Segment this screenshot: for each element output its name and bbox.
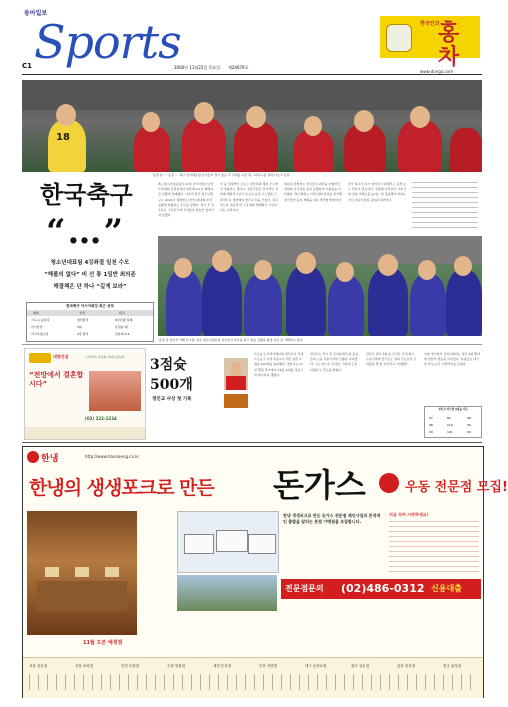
main-subhead-1: 청소년대표팀 4강좌절 일천 수모: [50, 260, 130, 266]
factory-photo: [177, 575, 277, 611]
team-logo-icon: [224, 394, 248, 408]
stats-cell: 97: [429, 416, 433, 420]
table-cell: 시드니 올림픽: [31, 318, 50, 322]
phone-tagline: 신용대출: [431, 584, 462, 593]
second-photo: [158, 236, 482, 336]
table-cell: 준결승 패: [115, 325, 128, 329]
lower-body-col1: 프로농구 코리아텐더의 정인교가 국내 프로농구 사상 처음으로 개인 통산 3점슛 500개를 돌파했다. 정인교는 21일 열린 경기에서 3점슛 4개를 성공시켜 대기록을 세웠다.: [254, 352, 304, 377]
table-header: 비고: [119, 311, 125, 315]
big-ad-brand: 돈가스: [273, 466, 366, 504]
location-item: 수원 영통점: [167, 664, 186, 668]
table-cell: 아시안컵: [31, 325, 43, 329]
footer-strip: [23, 657, 483, 698]
location-item: 광주 상무점: [351, 664, 370, 668]
stats-cell: 82: [447, 416, 451, 420]
big-ad-logo-icon: [27, 451, 39, 463]
table-cell: 아시아청소년: [31, 332, 49, 336]
big-ad-url: http://www.hannaeng.co.kr: [85, 454, 140, 459]
stats-caption: 정인교 연도별 3점슛 기록: [438, 408, 468, 411]
benefits-box: [389, 521, 479, 575]
phone-bar: [281, 579, 481, 599]
main-body-col2: 이 중 결정적인 요소는 정신력과 체력 모두에서 밀렸다는 점이다. 전문가들은 단기적인 성과에 매달리기보다 유소년 육성 시스템을 근본적으로 개선해야 한다고 입을 모았다. 특히 지도자 교육과 리그 운영의 체계화가 시급하다는 지적이다.: [220, 182, 278, 213]
trucks-photo: [177, 511, 279, 573]
phone-label: 전문점문의: [285, 584, 324, 593]
lower-headline-1: 3점슛: [150, 357, 187, 373]
lower-body-col3: 감독은 정인교의 슛 감각은 국내 최고 수준이라며 앞으로도 팀의 주포로서 큰 역할을 해 줄 것이라고 기대했다.: [366, 352, 417, 367]
table-title: 한국축구 아시아최강 최근 성적: [66, 304, 114, 308]
location-item: 전주 효자점: [443, 664, 462, 668]
opening-text: 11월 오픈 예정점: [83, 640, 123, 646]
jersey-number: 18: [56, 132, 70, 143]
player-figure: [48, 120, 86, 172]
table-cell: 4강 탈락: [77, 332, 89, 336]
location-item: 서울 강동점: [29, 664, 48, 668]
main-subhead-3: 해결책은 단 하나 “길게 보라”: [53, 284, 127, 290]
second-photo-caption: '동점 골 넣어서 기뻐 한 1위' 일본 청소년대표팀 선수들이 한국을 꺾고 결승 진출을 확정 지은 뒤 기뻐하고 있다.: [158, 338, 304, 342]
main-body-col5: [412, 182, 478, 230]
location-item: 서울 송파점: [75, 664, 94, 668]
lower-ad-photo: [89, 371, 141, 411]
top-ad-brand: 홍차: [438, 21, 460, 70]
website: www.donga.com: [420, 69, 454, 74]
location-item: 대전 둔산점: [213, 664, 232, 668]
big-ad-company: 한냉: [41, 454, 59, 464]
main-body-col3: 대표팀 관계자는 선수들이 최선을 다했지만 상대의 조직력을 넘지 못했다며 아쉬움을 나타냈다. 축구협회는 이번 대회 결과를 분석해 장기적인 육성 계획을 새로 마련할 방침이다.: [284, 182, 342, 202]
top-ad-tagline: 한국인의: [420, 21, 440, 27]
lower-body-col4: 이날 경기에서 코리아텐더는 정인교의 활약에 힘입어 연승을 이어갔다. 관중들은 대기록 달성 순간 기립박수를 보냈다.: [424, 352, 480, 367]
location-item: 인천 부평점: [121, 664, 140, 668]
table-header: 대회: [33, 311, 39, 315]
tea-cup-icon: [386, 24, 412, 52]
page-number: C1: [22, 62, 33, 70]
big-ad-intro: 한냉 생생포크로 만든 돈가스 전문점 체인사업의 본격적인 출발을 알리는 본점 가맹점을 모집합니다.: [283, 513, 381, 524]
main-subhead-2: “해볼의 없다” 비 선 통 1일반 최의준: [44, 272, 136, 278]
main-body-col1: 축구청소년대표팀이 22일 아시아청소년선수권대회 준결승에서 일본에 0-2로 패해 4강 진출에 실패했다. 이로써 한국 청소년축구는 2001년 세계청소년선수권대회 본선 진출에 실패하는 수모를 당했다. 경기 후 선수들은 그라운드에 주저앉아 한동안 일어나지 못했다.: [158, 182, 214, 218]
paper-name: 동아일보: [24, 10, 48, 17]
big-ad-headline-1: 한냉의 생생포크로 만든: [29, 477, 214, 499]
big-ad-headline-2: 우동 전문점 모집!: [405, 480, 508, 495]
section-title: Sports: [34, 15, 181, 69]
main-headline: 한국축구: [40, 180, 133, 209]
lower-ad-brand: 대명건설: [53, 354, 69, 359]
masthead-rule: [22, 74, 482, 75]
date-line: 2000년 11월22일 목요일: [174, 65, 221, 70]
big-ad: [22, 446, 508, 698]
player-portrait: [224, 358, 248, 390]
lower-subhead: 정인교 사상 첫 기록: [152, 397, 192, 402]
table-cell: 8강진출 실패: [115, 318, 133, 322]
stats-box: [424, 406, 482, 438]
top-photo: [22, 80, 482, 172]
stats-cell: 121: [447, 430, 453, 434]
table-header: 성적: [79, 311, 85, 315]
results-table: [26, 302, 154, 342]
main-headline-quote: “…”: [46, 212, 126, 252]
phone-number: (02)486-0312: [341, 582, 425, 595]
location-item: 부산 서면점: [259, 664, 278, 668]
shop-photo: [27, 511, 137, 635]
lower-body-col2: 정인교는 경기 후 인터뷰에서 팀 동료들의 도움 덕분이라며 기쁨을 나타냈다. 그는 앞으로 더 많은 기록에 도전하겠다고 각오를 밝혔다.: [310, 352, 359, 372]
lower-ad-logo-text: 소망적인 이름의 아파트입니다: [85, 355, 125, 359]
edition-code: 제24679호: [228, 65, 249, 70]
lower-ad-logo-icon: [29, 353, 51, 363]
stats-cell: 110: [447, 423, 453, 427]
stats-cell: 00: [467, 430, 471, 434]
stats-cell: 98: [429, 423, 433, 427]
location-item: 대구 동성로점: [305, 664, 327, 668]
lower-ad-text: “전망에서 결혼합시다”: [29, 371, 84, 388]
table-cell: 예선탈락: [77, 318, 89, 322]
top-photo-caption: '동점 골…' '동점 …' 축구 한국대표팀 선수들이 경기 종료 후 고개를 숙인 채 그라운드를 걸어 나오고 있다.: [152, 173, 291, 177]
lower-ad: [24, 348, 146, 440]
lower-headline-2: 500개: [150, 377, 193, 393]
stats-cell: 99: [429, 430, 433, 434]
stats-cell: 98: [467, 416, 471, 420]
stats-cell: 99: [467, 423, 471, 427]
top-ad: [380, 16, 480, 70]
main-body-col4: 한국 축구가 다시 일어서기 위해서는 길게 보는 안목이 필요하다. 당장의 성적보다 기본기와 전술 이해도를 높이는 데 집중해야 한다는 것이 전문가들의 공통된 의견이다.: [348, 182, 406, 202]
table-cell: 3위: [77, 325, 82, 329]
lower-ad-phone: (02) 222-1234: [85, 416, 117, 421]
big-ad-brand-badge: [379, 473, 399, 493]
table-cell: 일본에 0-2: [115, 332, 130, 336]
benefits-title: 지금 속히 시작하세요!: [389, 512, 429, 517]
location-item: 울산 삼산점: [397, 664, 416, 668]
